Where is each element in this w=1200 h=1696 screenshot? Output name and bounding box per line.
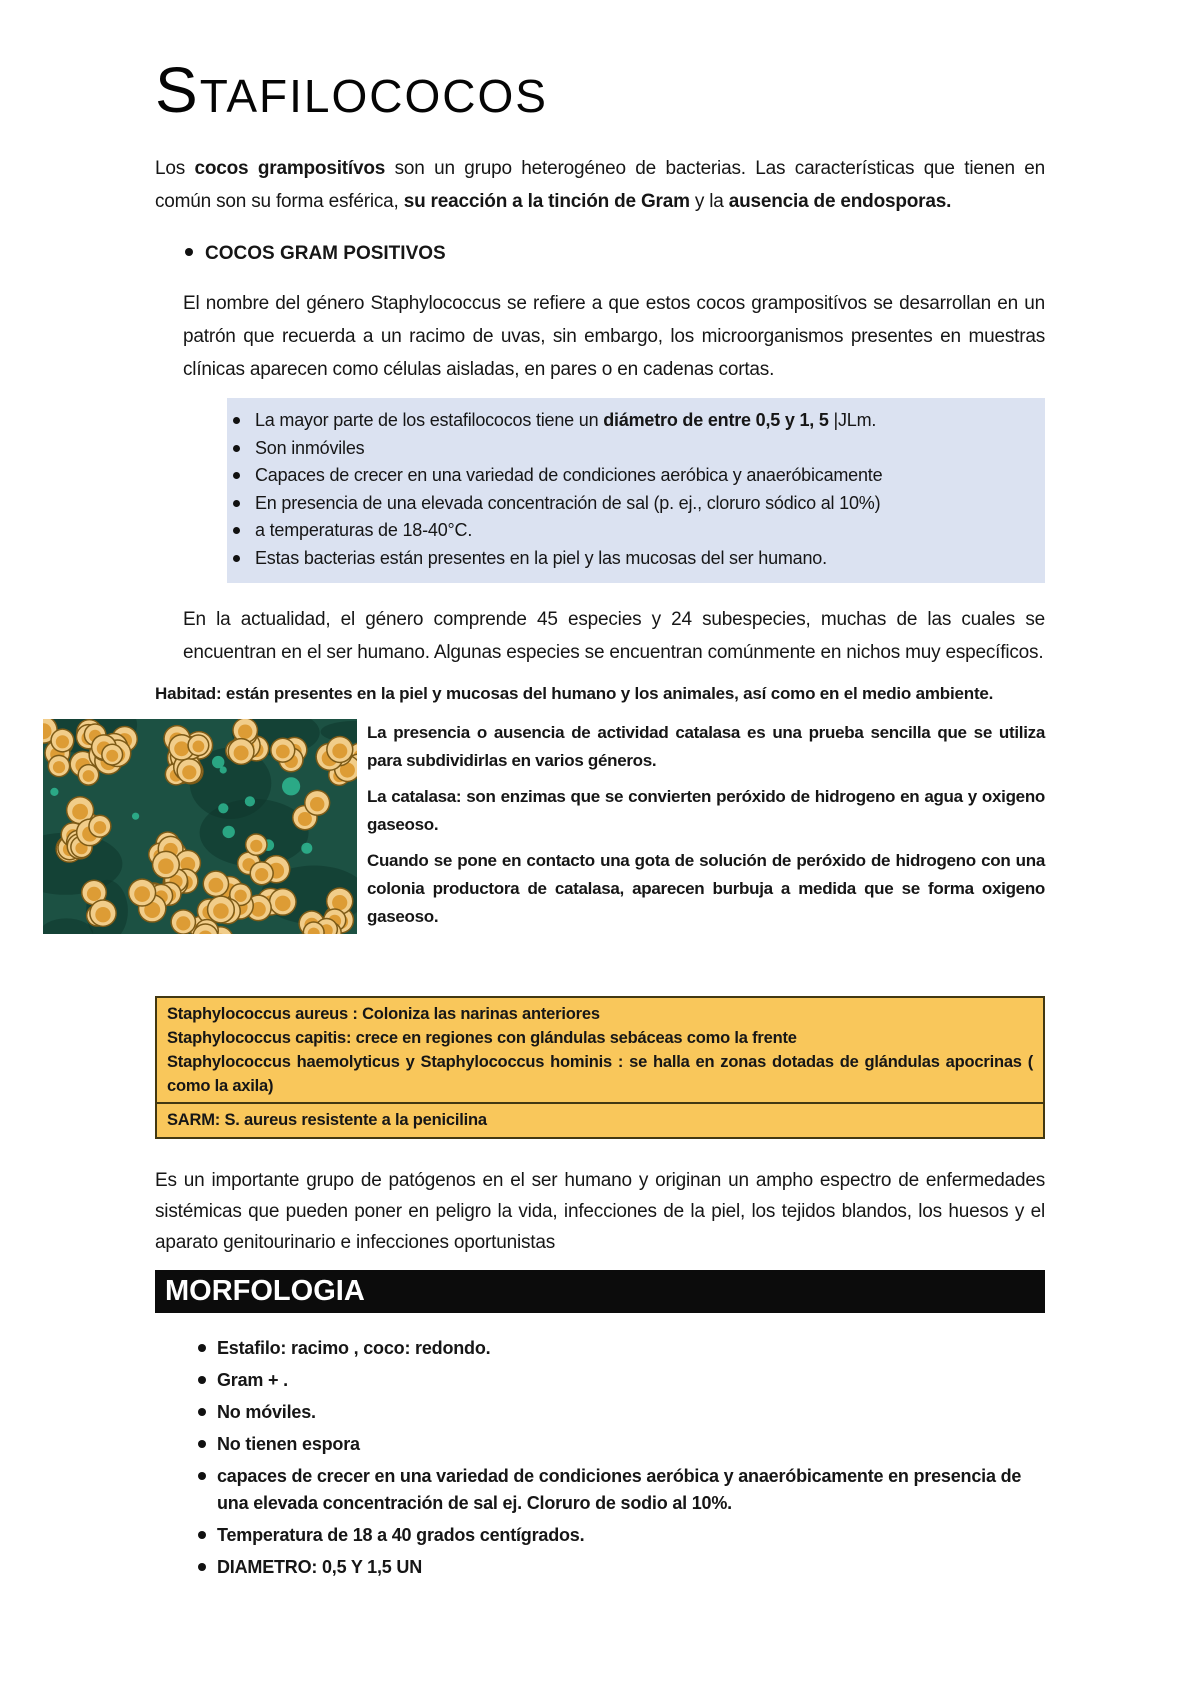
item-bold-text: diámetro de entre 0,5 y 1, 5 (603, 410, 829, 430)
gram-paragraph: El nombre del género Staphylococcus se refiere a que estos cocos grampositívos se desarrollan en un patrón que recuerda a un racimo de uvas, sin embargo, los microorganismos presentes en muestras clínicas aparecen como células aisladas, en pares o en cadenas cortas. (183, 293, 1045, 380)
list-item (155, 1522, 1045, 1549)
list-item (155, 1367, 1045, 1394)
bullet-dot (198, 1376, 206, 1384)
item-text: Temperatura de 18 a 40 grados centígrados. (217, 1525, 585, 1545)
species-line: Staphylococcus capitis: crece en regiones con glándulas sebáceas como la frente (167, 1029, 797, 1047)
section-heading-label: COCOS GRAM POSITIVOS (205, 243, 446, 264)
species-line: Staphylococcus haemolyticus y Staphylococcus hominis : se halla en zonas dotadas de glándulas apocrinas ( como la axila) (167, 1053, 1033, 1095)
bullet-dot (198, 1531, 206, 1539)
intro-bold: su reacción a la tinción de Gram (403, 191, 690, 212)
title-initial: S (155, 54, 200, 126)
species-table (155, 996, 1045, 1139)
intro-text: son un grupo heterogéneo de bacterias. Las características que tienen en común son su forma esférica, (155, 158, 1045, 212)
highlight-box (227, 398, 1045, 583)
item-text: Gram + . (217, 1370, 288, 1390)
list-item (155, 1431, 1045, 1458)
catalase-paragraph: La catalasa: son enzimas que se convierten peróxido de hidrogeno en agua y oxigeno gaseoso. (367, 787, 1045, 834)
item-text: Estafilo: racimo , coco: redondo. (217, 1338, 491, 1358)
intro-bold: cocos grampositívos (194, 158, 386, 179)
title-rest: TAFILOCOCOS (199, 70, 548, 122)
list-item (227, 462, 1037, 490)
item-text: La mayor parte de los estafilococos tiene un (255, 410, 604, 430)
species-line: Staphylococcus aureus : Coloniza las narinas anteriores (167, 1005, 600, 1023)
list-item (227, 490, 1037, 518)
species-line: SARM: S. aureus resistente a la penicilina (167, 1111, 487, 1129)
list-item (227, 545, 1037, 573)
actuality-paragraph: En la actualidad, el género comprende 45 especies y 24 subespecies, muchas de las cuales se encuentran en el ser humano. Algunas especies se encuentran comúnmente en nichos muy específicos. (183, 609, 1045, 663)
list-item (155, 1399, 1045, 1426)
table-row (157, 1104, 1043, 1137)
bullet-dot (185, 248, 193, 256)
item-text: |JLm. (828, 410, 877, 430)
highlight-list (227, 407, 1037, 572)
intro-paragraph (155, 152, 1045, 218)
list-item (155, 1463, 1045, 1517)
bullet-dot (233, 527, 240, 534)
item-text: En presencia de una elevada concentración de sal (p. ej., cloruro sódico al 10%) (255, 492, 881, 513)
bullet-dot (233, 555, 240, 562)
list-item (227, 517, 1037, 545)
item-text: Capaces de crecer en una variedad de condiciones aeróbica y anaeróbicamente (255, 465, 883, 485)
morfologia-list (155, 1335, 1045, 1581)
catalase-paragraph: Cuando se pone en contacto una gota de solución de peróxido de hidrogeno con una colonia productora de catalasa, aparecen burbuja a medida que se forma oxigeno gaseoso. (367, 851, 1045, 926)
bullet-dot (233, 417, 240, 424)
list-item (227, 407, 1037, 435)
bullet-dot (233, 445, 240, 452)
intro-text: y la (689, 191, 729, 212)
bullet-dot (198, 1408, 206, 1416)
pathogens-paragraph: Es un importante grupo de patógenos en el ser humano y originan un ampho espectro de enfermedades sistémicas que pueden poner en peligro la vida, infecciones de la piel, los tejidos blandos, los huesos y el aparato genitourinario e infecciones oportunistas (155, 1170, 1045, 1253)
item-text: No móviles. (217, 1402, 316, 1422)
list-item (227, 435, 1037, 463)
item-text: Estas bacterias están presentes en la piel y las mucosas del ser humano. (255, 547, 827, 568)
bullet-dot (198, 1344, 206, 1352)
item-text: No tienen espora (217, 1434, 360, 1454)
bullet-dot (198, 1563, 206, 1571)
catalase-text (367, 719, 1045, 931)
section-header-morfologia (155, 1270, 1045, 1313)
bullet-dot (233, 472, 240, 479)
habitat-line: Habitad: están presentes en la piel y mucosas del humano y los animales, así como en el medio ambiente. (155, 684, 994, 703)
item-text: capaces de crecer en una variedad de condiciones aeróbica y anaeróbicamente en presencia de una elevada concentración de sal ej. Cloruro de sodio al 10%. (217, 1466, 1022, 1513)
section-heading-cocos-gram-positivos (155, 240, 1045, 267)
table-row (157, 998, 1043, 1104)
bullet-dot (198, 1472, 206, 1480)
item-text: DIAMETRO: 0,5 Y 1,5 UN (217, 1557, 422, 1577)
list-item (155, 1335, 1045, 1362)
bullet-dot (198, 1440, 206, 1448)
item-text: a temperaturas de 18-40°C. (255, 520, 473, 540)
catalase-section (155, 719, 1045, 939)
document-content (155, 0, 1045, 1581)
bullet-dot (233, 500, 240, 507)
page-title (155, 54, 1045, 128)
section-header-label: MORFOLOGIA (165, 1275, 365, 1307)
catalase-paragraph: La presencia o ausencia de actividad catalasa es una prueba sencilla que se utiliza para subdividirlas en varios géneros. (367, 723, 1045, 770)
item-text: Son inmóviles (255, 437, 365, 458)
bacteria-micrograph-image (43, 719, 357, 934)
intro-bold: ausencia de endosporas. (728, 191, 952, 212)
list-item (155, 1554, 1045, 1581)
intro-text: Los (155, 158, 195, 179)
